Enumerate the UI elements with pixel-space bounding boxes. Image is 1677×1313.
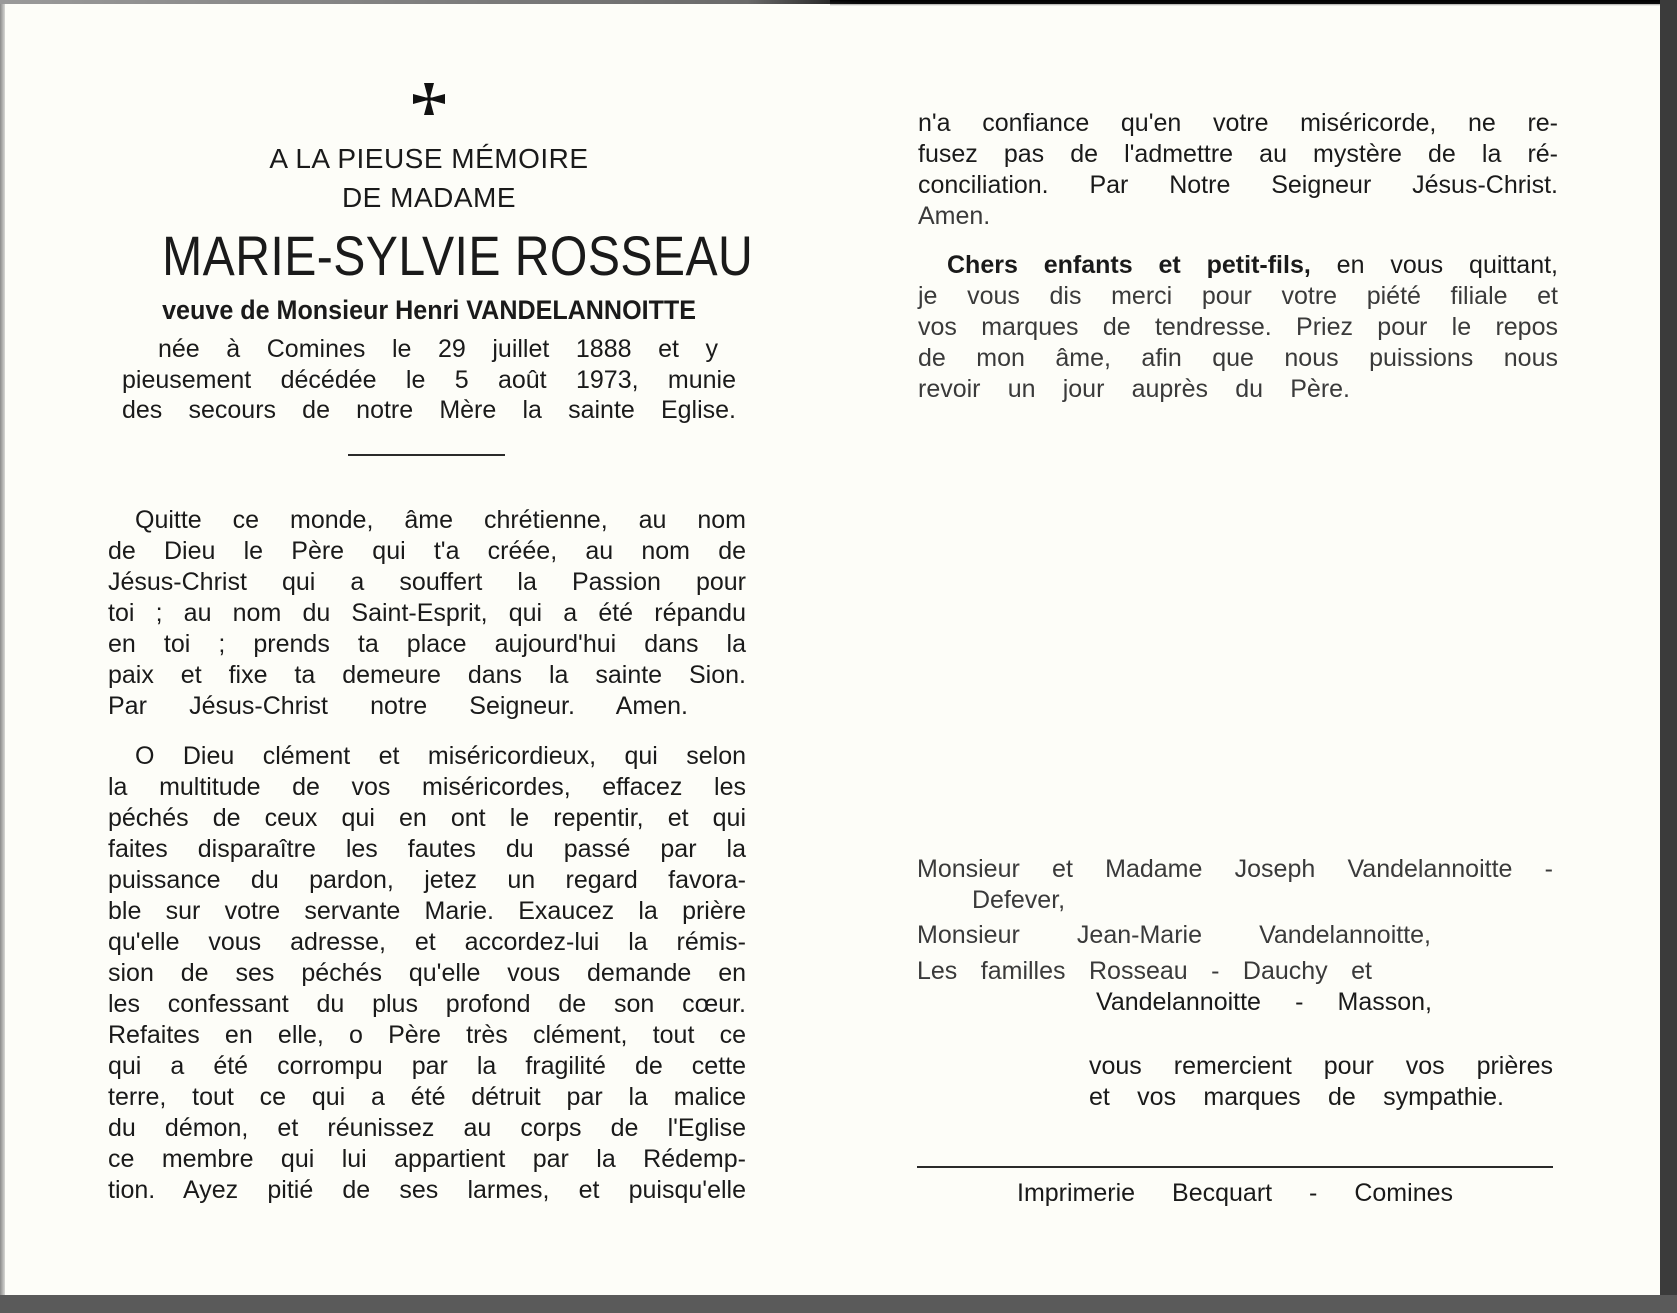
prayer-line: Jésus-Christ qui a souffert la Passion pour (108, 568, 746, 596)
prayer-line: sion de ses péchés qu'elle vous demande en (108, 959, 746, 987)
prayer-line: de Dieu le Père qui t'a créée, au nom de (108, 537, 746, 565)
farewell-first-line (947, 250, 1558, 281)
separator-line (348, 454, 505, 456)
prayer-line: du démon, et réunissez au corps de l'Eglise (108, 1114, 746, 1142)
deceased-name: MARIE-SYLVIE ROSSEAU (162, 224, 754, 287)
family-line: Defever, (972, 886, 1066, 914)
prayer-line: qui a été corrompu par la fragilité de cette (108, 1052, 746, 1080)
prayer-line: ble sur votre servante Marie. Exaucez la prière (108, 897, 746, 925)
farewell-first-rest: en vous quittant, (1310, 251, 1558, 279)
prayer-line: tion. Ayez pitié de ses larmes, et puisqu'elle (108, 1176, 746, 1204)
heading-madame: DE MADAME (341, 182, 517, 213)
prayer-line: Amen. (918, 202, 991, 230)
thanks-line: vous remercient pour vos prières (1089, 1052, 1553, 1080)
birth-line: née à Comines le 29 juillet 1888 et y (158, 335, 718, 363)
death-line: pieusement décédée le 5 août 1973, munie (122, 366, 736, 394)
prayer-line: faites disparaître les fautes du passé par la (108, 835, 746, 863)
printer-credit: Imprimerie Becquart - Comines (1017, 1179, 1453, 1207)
family-line: Monsieur Jean-Marie Vandelannoitte, (917, 921, 1431, 949)
family-line: Vandelannoitte - Masson, (1096, 988, 1432, 1016)
heading-memory: A LA PIEUSE MÉMOIRE (269, 143, 589, 174)
prayer-line: Par Jésus-Christ notre Seigneur. Amen. (108, 692, 688, 720)
farewell-line: vos marques de tendresse. Priez pour le repos (918, 313, 1558, 341)
widow-of: veuve de Monsieur Henri VANDELANNOITTE (162, 295, 696, 325)
family-line: Monsieur et Madame Joseph Vandelannoitte - (917, 855, 1553, 883)
scan-shadow-top (830, 0, 1660, 6)
prayer-line: Quitte ce monde, âme chrétienne, au nom (135, 506, 746, 534)
family-line: Les familles Rosseau - Dauchy et (917, 957, 1372, 985)
farewell-line: je vous dis merci pour votre piété filiale et (918, 282, 1558, 310)
prayer-line: qu'elle vous adresse, et accordez-lui la rémis- (108, 928, 746, 956)
deceased-name-wrap (114, 224, 754, 287)
prayer-line: puissance du pardon, jetez un regard favora- (108, 866, 746, 894)
scan-border-right (1660, 0, 1677, 1313)
footer-rule (917, 1166, 1553, 1168)
scan-edge-left (0, 0, 5, 1295)
prayer-line: en toi ; prends ta place aujourd'hui dans la (108, 630, 746, 658)
prayer-line: terre, tout ce qui a été détruit par la malice (108, 1083, 746, 1111)
sacraments-line: des secours de notre Mère la sainte Eglise. (122, 396, 736, 424)
prayer-line: les confessant du plus profond de son cœur. (108, 990, 746, 1018)
farewell-line: revoir un jour auprès du Père. (918, 375, 1350, 403)
prayer-line: ce membre qui lui appartient par la Rédemp- (108, 1145, 746, 1173)
prayer-line: paix et fixe ta demeure dans la sainte Sion. (108, 661, 746, 689)
farewell-address: Chers enfants et petit-fils, (947, 251, 1311, 279)
cross-icon (413, 83, 445, 115)
prayer-line: Refaites en elle, o Père très clément, tout ce (108, 1021, 746, 1049)
prayer-line: n'a confiance qu'en votre miséricorde, ne re- (918, 109, 1558, 137)
prayer-line: la multitude de vos miséricordes, effacez les (108, 773, 746, 801)
farewell-line: de mon âme, afin que nous puissions nous (918, 344, 1558, 372)
prayer-line: toi ; au nom du Saint-Esprit, qui a été répandu (108, 599, 746, 627)
widow-of-wrap (110, 293, 748, 327)
prayer-line: péchés de ceux qui en ont le repentir, et qui (108, 804, 746, 832)
prayer-line: conciliation. Par Notre Seigneur Jésus-Christ. (918, 171, 1558, 199)
prayer-line: O Dieu clément et miséricordieux, qui selon (135, 742, 746, 770)
prayer-line: fusez pas de l'admettre au mystère de la ré- (918, 140, 1558, 168)
scan-border-bottom (0, 1295, 1677, 1313)
thanks-line: et vos marques de sympathie. (1089, 1083, 1504, 1111)
